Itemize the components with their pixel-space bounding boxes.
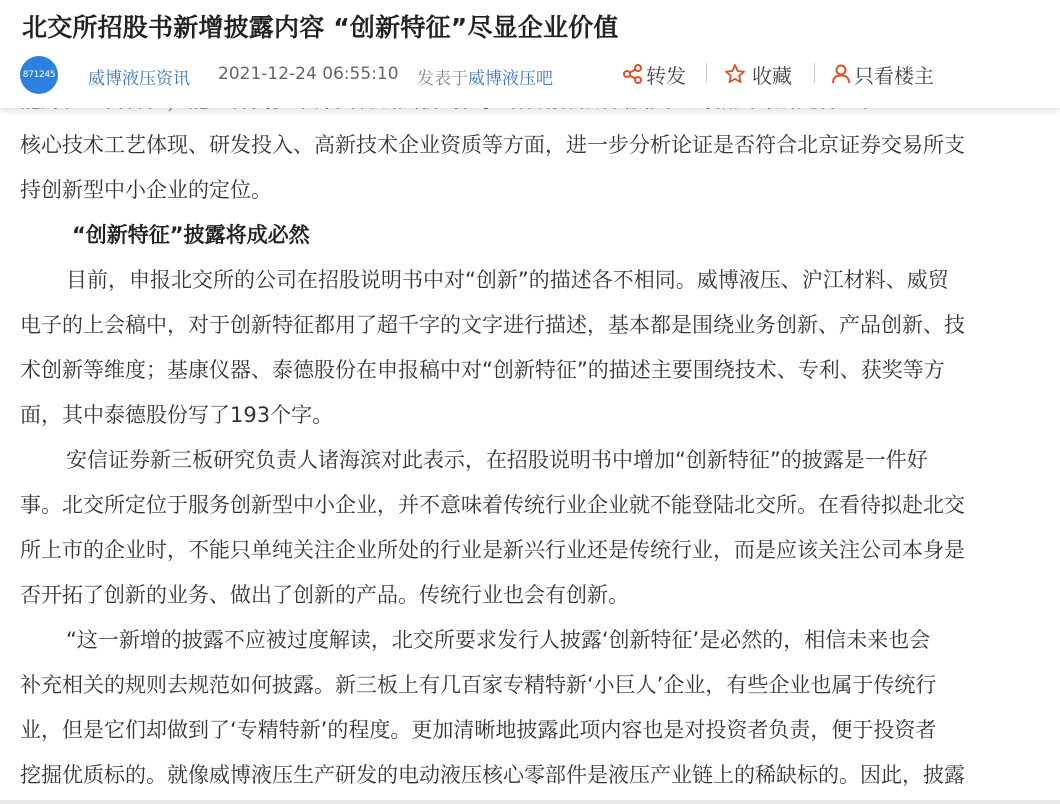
only-op-button[interactable] [830, 59, 934, 89]
article-line: 核心技术工艺体现、研发投入、高新技术企业资质等方面，进一步分析论证是否符合北京证券交易所支 [20, 133, 965, 157]
user-icon [830, 63, 852, 85]
favorite-button[interactable] [724, 59, 792, 89]
post-timestamp: 2021-12-24 06:55:10 [218, 64, 399, 84]
article-line: “这一新增的披露不应被过度解读，北交所要求发行人披露‘创新特征’是必然的，相信未来也会 [66, 628, 931, 652]
article-line: 业，但是它们却做到了‘专精特新’的程度。更加清晰地披露此项内容也是对投资者负责，便于投资者 [20, 718, 937, 742]
share-button[interactable] [622, 59, 686, 89]
divider [814, 63, 815, 83]
avatar[interactable]: 871245 [20, 56, 58, 94]
post-title: 北交所招股书新增披露内容 “创新特征”尽显企业价值 [22, 13, 619, 42]
only-op-label: 只看楼主 [854, 63, 934, 88]
article-line: 否开拓了创新的业务、做出了创新的产品。传统行业也会有创新。 [20, 583, 629, 607]
bar-link[interactable]: 威博液压吧 [468, 69, 553, 89]
article-line: 安信证券新三板研究负责人诸海滨对此表示，在招股说明书中增加“创新特征”的披露是一件好 [66, 448, 928, 472]
article-line: 所上市的企业时，不能只单纯关注企业所处的行业是新兴行业还是传统行业，而是应该关注公司本身是 [20, 538, 965, 562]
article-line: 面，其中泰德股份写了193个字。 [20, 403, 334, 427]
article-line: 目前，申报北交所的公司在招股说明书中对“创新”的描述各不相同。威博液压、沪江材料、威贸 [66, 268, 949, 292]
section-subheading: “创新特征”披露将成必然 [72, 223, 310, 247]
article-line: 持创新型中小企业的定位。 [20, 178, 272, 202]
article-line: 电子的上会稿中，对于创新特征都用了超千字的文字进行描述，基本都是围绕业务创新、产品创新、技 [20, 313, 965, 337]
post-meta [20, 56, 1040, 92]
author-link[interactable]: 威博液压资讯 [88, 69, 190, 89]
post-header [0, 0, 1060, 108]
divider [706, 63, 707, 83]
article-line: 事。北交所定位于服务创新型中小企业，并不意味着传统行业企业就不能登陆北交所。在看待拟赴北交 [20, 493, 965, 517]
favorite-label: 收藏 [752, 63, 792, 88]
article-line: 术创新等维度；基康仪器、泰德股份在申报稿中对“创新特征”的描述主要围绕技术、专利、获奖等方 [20, 358, 945, 382]
scrollbar-track [0, 800, 1060, 804]
star-icon [724, 63, 746, 85]
article-body [20, 100, 1040, 798]
share-icon [622, 63, 644, 85]
article-line: 挖掘优质标的。就像威博液压生产研发的电动液压核心零部件是液压产业链上的稀缺标的。因此，披露 [20, 763, 965, 787]
share-label: 转发 [646, 63, 686, 88]
article-line: 补充相关的规则去规范如何披露。新三板上有几百家专精特新‘小巨人’企业，有些企业也属于传统行 [20, 673, 937, 697]
posted-prefix: 发表于 [417, 69, 468, 89]
posted-in [417, 64, 553, 89]
